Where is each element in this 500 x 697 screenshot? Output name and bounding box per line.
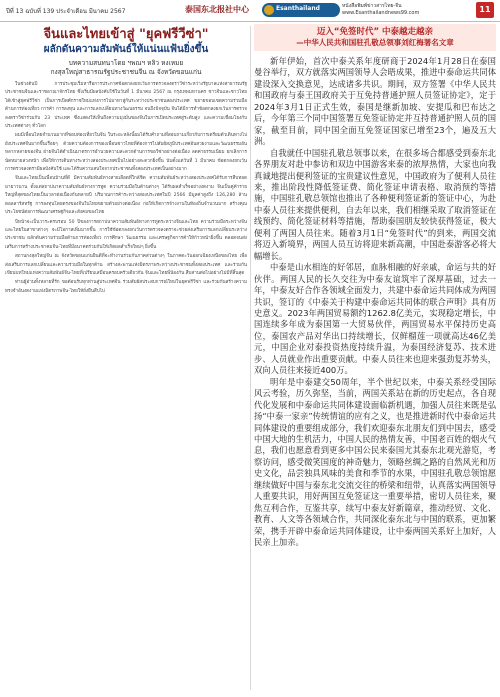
thai-article-body bbox=[5, 81, 247, 296]
newspaper-center-title: 泰国东北报社中心 bbox=[185, 5, 249, 14]
column-divider bbox=[250, 26, 251, 690]
thai-paragraph: สถานกงสุลใหญ่จีน ณ จังหวัดขอนแก่นยินดีที่จะทำงานร่วมกับภาคส่วนต่างๆ ในภาคตะวันออกเฉียงเหนือของไทย เพื่อส่งเสริมการแลกเปลี่ยนและความร่วมมือในทุกด้าน สร้างสะพานแห่งมิตรภาพระหว่างประชาชนทั้งสองประเทศ และร่วมกันเขียนบทใหม่แห่งความสัมพันธ์จีน-ไทยที่เปรียบเสมือนครอบครัวเดียวกัน จีนและไทยพี่น้องกัน สืบสานต่อไปอย่างไม่มีที่สิ้นสุด bbox=[5, 254, 247, 276]
thai-paragraph: ในช่วงต้นปี การประชุมเริ่มหารือการประกาศข้อตกลงยกเว้นการตรวจลงตราวีซ่าระหว่างรัฐบาลแห่งสาธารณรัฐประชาชนจีนและราชอาณาจักรไทย ซึ่งเริ่มมีผลบังคับใช้ในวันที่ 1 มีนาคม 2567 ณ กรุงเทพมหานคร ชาวจีนและชาวไทยได้เข้าสู่ยุคฟรีวีซ่า เป็นการเปิดศักราชใหม่แห่งการไปมาหาสู่กันระหว่างประชาชนสองประเทศ ขยายขอบเขตความร่วมมือด้านการท่องเที่ยว การค้า การลงทุน และการแลกเปลี่ยนทางวัฒนธรรม จนถึงปัจจุบัน จีนได้มีการทำข้อตกลงยกเว้นการตรวจลงตราวีซ่าร่วมกับ 23 ประเทศ ซึ่งแสดงให้เห็นถึงความมุ่งมั่นของจีนในการเปิดประเทศสู่ระดับสูง และความเชื่อมโยงกับประเทศต่างๆ ทั่วโลก bbox=[5, 82, 247, 130]
chinese-paragraph: 中泰是山水相连的好邻居，血脉相融的好亲戚，命运与共的好伙伴。两国人民的长久交往为中泰友谊筑牢了深厚基础，过去一年，中泰友好合作各领域全面发力，共建中泰命运共同体成为两国共识，签订的《中泰关于构建中泰命运共同体的联合声明》具有历史意义。2023年两国贸易额约1262.8亿美元，实现稳定增长，中国连续多年成为泰国第一大贸易伙伴，两国贸易水平保持历史高位，泰国农产品对华出口持续增长，仅鲜榴莲一项就高达46亿美元，中国企业对泰投资热度持续升温，为泰国经济复苏、技术进步、人员就业作出重要贡献。中泰人员往来也迎来强劲复苏势头，双向人员往来接近400万。 bbox=[254, 262, 496, 376]
chinese-headline: 迈入“免签时代” 中泰越走越亲 bbox=[316, 27, 434, 37]
thai-article bbox=[5, 24, 247, 692]
website-link[interactable]: www.Esanthailandnews99.com bbox=[342, 10, 420, 16]
chinese-article bbox=[254, 24, 496, 692]
thai-headline: จีนและไทยเข้าสู่ "ยุคฟรีวีซ่า" bbox=[43, 27, 209, 42]
thai-paragraph: จีนและไทยเป็นเพื่อนบ้านที่ดี มีความสัมพันธ์ทางสายเลือดที่ใกล้ชิด ความสัมพันธ์ระหว่างสองประเทศได้รับการสืบทอดมายาวนาน ตั้งแต่สถาปนาความสัมพันธ์ทางการทูต ความร่วมมือในด้านต่างๆ ได้รับผลสำเร็จอย่างงดงาม จีนเป็นคู่ค้ารายใหญ่ที่สุดของไทยเป็นเวลาต่อเนื่องกันหลายปี ปริมาณการค้าระหว่างสองประเทศในปี 2566 มีมูลค่าสูงถึง 126,280 ล้านดอลลาร์สหรัฐ การลงทุนโดยตรงของจีนในไทยขยายตัวอย่างต่อเนื่อง ก่อให้เกิดการจ้างงานในท้องถิ่นจำนวนมาก สร้างคุณประโยชน์ต่อการพัฒนาเศรษฐกิจและสังคมของไทย bbox=[5, 176, 247, 216]
page-number-badge: 11 bbox=[476, 2, 494, 18]
chinese-subheadline: —中华人民共和国驻孔敬总领事刘红梅署名文章 bbox=[296, 38, 454, 47]
chinese-paragraph: 明年是中泰建交50周年，半个世纪以来，中泰关系经受国际风云考验，历久弥坚，当前，两国关系站在新的历史起点，各自现代化发展和中泰命运共同体建设面临新机遇，加强人员往来既是弘扬“中泰一家亲”传统情谊的应有之义，也是推进新时代中泰命运共同体建设的重要组成部分，我们欢迎泰东北朋友们到中国去，感受中国大地的生机活力，中国人民的热情友善，中国老百姓的烟火气息，我们也愿意看到更多中国公民来泰国尤其泰东北观光游览，考察访问，感受微笑国度的神奇魅力，领略丝绸之路的自然风光和历史文化，品尝独具风味的美食和季节的水果，中国驻孔敬总领馆愿继续做好中国与泰东北交流交往的桥梁和纽带，认真落实两国领导人重要共识，用好两国互免签证这一重要举措，密切人员往来，聚焦互利合作，互鉴共享，续写中泰友好新篇章，推动经贸、文化、教育、人文等各领域合作，共同深化泰东北与中国的联系，更加繁荣，携手开辟中泰命运共同体建设，让中泰两国关系好上加好，人民亲上加亲。 bbox=[254, 376, 496, 548]
issue-info: ปีที่ 13 ฉบับที่ 139 ประจำเดือน มีนาคม 2567 bbox=[6, 8, 126, 15]
logo-emblem-icon bbox=[264, 5, 274, 15]
chinese-headline-box bbox=[254, 24, 496, 51]
chinese-article-body bbox=[254, 56, 496, 548]
chinese-paragraph: 自我就任中国驻孔敬总领事以来，在很多场合都感受到泰东北各界朋友对赴中参访和双边中国游客来泰的浓厚热情，大家也向我真诚地提出便利签证的宝贵建议性意见，中国政府为了便利人员往来，推出阶段性降低签证费、简化签证申请表格、取消预约等措施，中国驻孔敬总领馆也推出了各种便利签证新的签证中心，为赴中泰人员往来提供便利，自去年以来，我们相继采取了取消签证在线预约、简化签证材料等措施，帮助泰国朋友较快获得签证，极大便利了两国人员往来。随着3月1日“免签时代”的到来，两国交流将迈入新境界，两国人员互访将迎来新高潮，中国赴泰游客必将大幅增长。 bbox=[254, 147, 496, 261]
thai-paragraph: ผมมีเพื่อนไทยจำนวนมากที่ชอบท่องเที่ยวในจีน ในระยะหลังนี้ผมได้รับคำถามที่สอบถามเกี่ยวกับการเตรียมตัวเดินทางไปยังประเทศจีนมากขึ้นเรื่อยๆ ด้วยความต้องการของเพื่อนชาวไทยที่ต้องการไปสัมผัสภูมิประเทศอันสวยงามและวัฒนธรรมอันหลากหลายของจีน ฝ่ายจีนได้ดำเนินมาตรการอำนวยความสะดวกด้านการขอวีซ่าอย่างต่อเนื่อง ลดค่าธรรมเนียม ยกเลิกการนัดหมายล่วงหน้า เพื่อให้การเดินทางระหว่างสองประเทศเป็นไปอย่างสะดวกยิ่งขึ้น นับตั้งแต่วันที่ 1 มีนาคม ข้อตกลงยกเว้นการตรวจลงตรามีผลบังคับใช้ และได้รับความสนใจจากประชาชนทั้งสองประเทศเป็นอย่างมาก bbox=[5, 133, 247, 173]
page-header bbox=[0, 0, 500, 22]
thai-byline-title: กงสุลใหญ่สาธารณรัฐประชาชนจีน ณ จังหวัดขอนแก่น bbox=[50, 68, 202, 76]
header-right-info bbox=[342, 3, 419, 17]
logo-text: Esanthailand bbox=[276, 5, 320, 12]
thai-byline: บทความสนทนาโดย ฯพณฯ หลิว หงเหมย bbox=[68, 59, 184, 67]
thai-paragraph: ปีหน้าจะเป็นวาระครบรอบ 50 ปีของการสถาปนาความสัมพันธ์ทางการทูตระหว่างจีนและไทย ความร่วมมือระหว่างจีนและไทยในสาขาต่างๆ จะมีโอกาสเพิ่มมากขึ้น การใช้ข้อตกลงยกเว้นการตรวจลงตราจะช่วยส่งเสริมการแลกเปลี่ยนระหว่างประชาชน ผลักดันความร่วมมือด้านการท่องเที่ยว การศึกษา วัฒนธรรม และเศรษฐกิจการค้าให้ก้าวหน้ายิ่งขึ้น ตลอดจนส่งเสริมการสร้างประชาคมจีน-ไทยที่มีอนาคตร่วมกันให้เกิดผลสำเร็จใหม่ๆ ยิ่งขึ้น bbox=[5, 219, 247, 250]
thai-subheadline: ผลักดันความสัมพันธ์ให้แน่นแฟ้นยิ่งขึ้น bbox=[43, 44, 209, 55]
newspaper-logo bbox=[262, 3, 340, 17]
thai-paragraph: ท่านผู้อ่านทั้งหลายที่รัก ขอต้อนรับทุกท่านสู่ประเทศจีน ร่วมสัมผัสประสบการณ์ใหม่ในยุคฟรีวีซ่า และร่วมกันสร้างความทรงจำอันงดงามแห่งมิตรภาพจีน-ไทยให้ยั่งยืนสืบไป bbox=[5, 280, 247, 294]
header-tagline: หนังสือพิมพ์ข่าวสารไทย-จีน bbox=[342, 3, 402, 9]
chinese-paragraph: 新年伊始，首次中泰关系年度研商于2024年1月28日在泰国曼谷举行，双方就落实两国领导人会晤成果，推进中泰命运共同体建设深入交换意见，达成诸多共识。期间，双方签署《中华人民共和国政府与泰王国政府关于互免持普通护照人员签证协定》，定于2024年3月1日正式生效，泰国是继新加坡、安提瓜和巴布达之后，今年第三个同中国签署互免签证协定并互持普通护照人员的国家，截至目前，同中国全面互免签证国家已增至23个，遍及五大洲。 bbox=[254, 56, 496, 147]
